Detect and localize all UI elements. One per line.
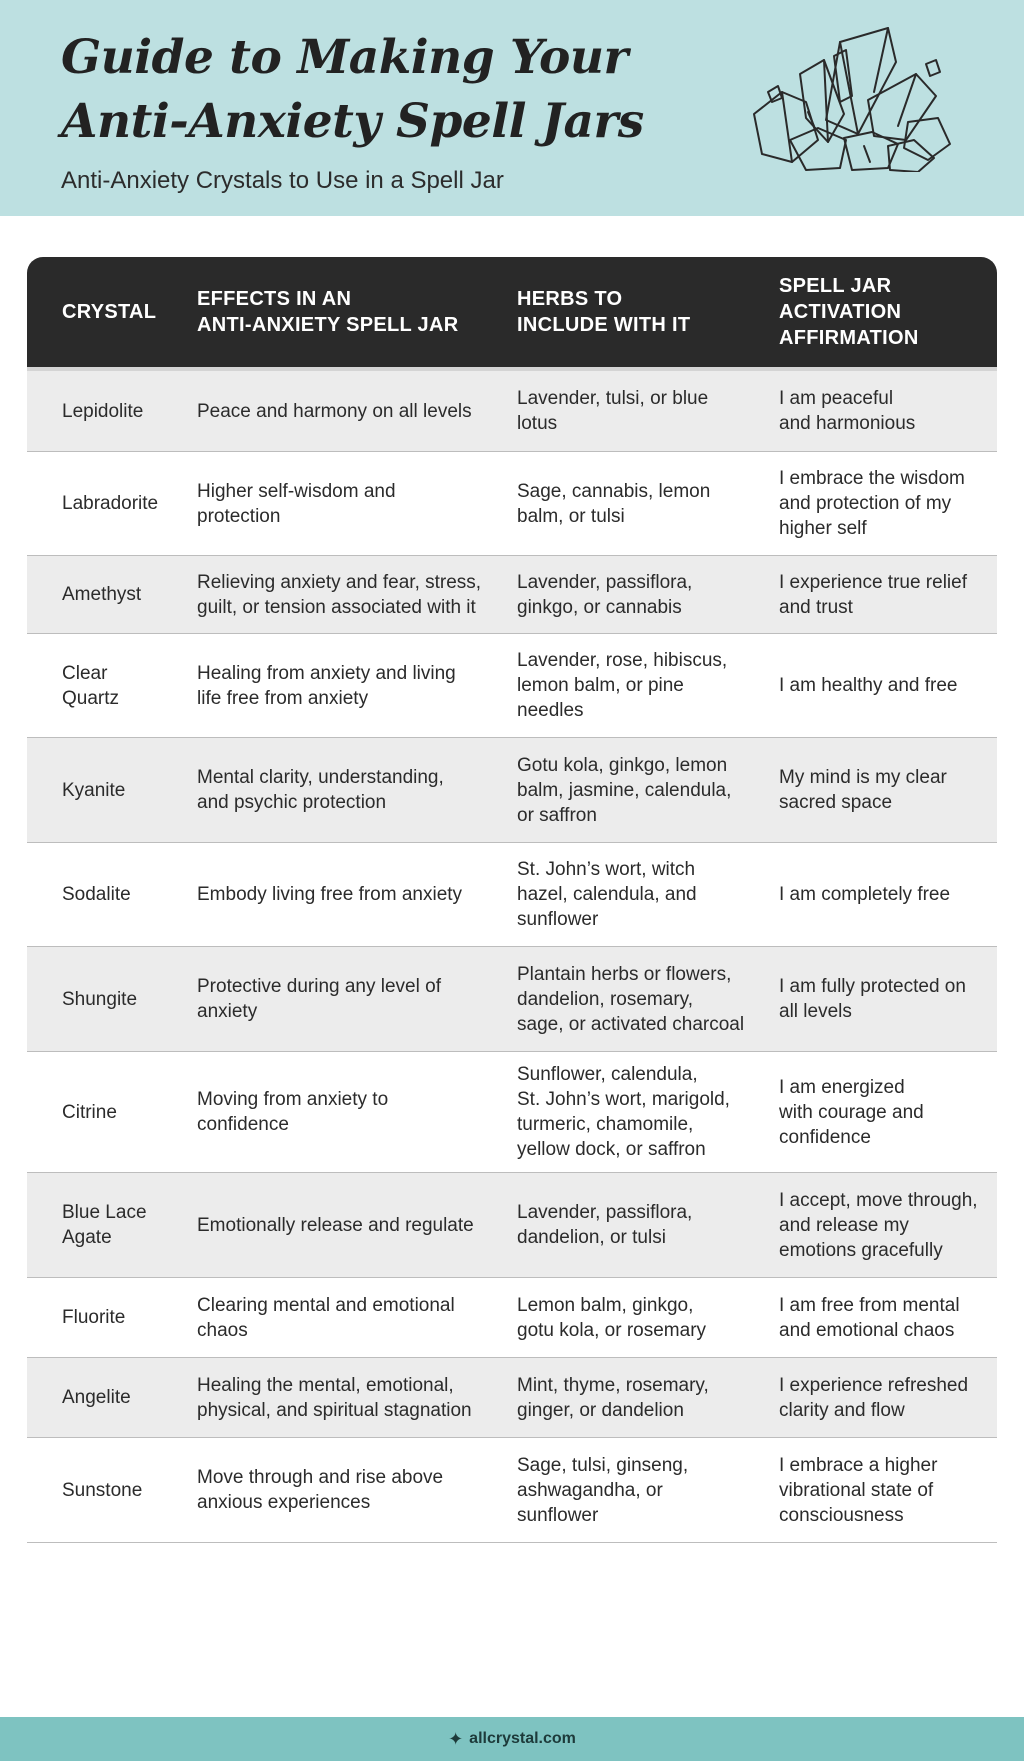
- crystal-affirmation: [779, 947, 994, 1051]
- page-title: [61, 26, 644, 154]
- crystal-effects: [197, 1278, 497, 1357]
- cell-line: and protection of my: [779, 493, 952, 514]
- crystal-affirmation: [779, 1278, 994, 1357]
- crystal-affirmation: [779, 1052, 994, 1172]
- cell-line: Move through and rise above: [197, 1467, 444, 1488]
- crystal-affirmation: [779, 738, 994, 842]
- header-effects: [197, 257, 458, 367]
- crystal-name: [62, 452, 182, 555]
- cell-line: Sage, tulsi, ginseng,: [517, 1454, 689, 1476]
- cell-line: Protective during any level of: [197, 976, 441, 997]
- cell-line: I accept, move through,: [779, 1189, 978, 1211]
- cell-line: balm, jasmine, calendula,: [517, 779, 732, 801]
- cell-line: gotu kola, or rosemary: [517, 1319, 707, 1341]
- crystal-name: [62, 1052, 182, 1172]
- cell-line: lemon balm, or pine: [517, 675, 684, 696]
- cell-line: I am fully protected on: [779, 976, 966, 997]
- crystal-name: [62, 371, 182, 451]
- crystal-effects: [197, 371, 497, 451]
- table-row: [27, 843, 997, 947]
- cell-line: balm, or tulsi: [517, 505, 625, 527]
- cell-line: sage, or activated charcoal: [517, 1013, 745, 1035]
- cell-line: Sodalite: [62, 884, 131, 905]
- cell-line: physical, and spiritual stagnation: [197, 1399, 472, 1421]
- table-row: [27, 452, 997, 556]
- cell-line: Healing from anxiety and living: [197, 662, 456, 684]
- header-line: CRYSTAL: [62, 301, 157, 323]
- crystal-affirmation: [779, 371, 994, 451]
- cell-line: all levels: [779, 1001, 852, 1022]
- cell-line: emotions gracefully: [779, 1239, 943, 1261]
- crystal-affirmation: [779, 1173, 994, 1277]
- crystal-name: [62, 556, 182, 633]
- cell-line: My mind is my clear: [779, 767, 947, 788]
- header-line: EFFECTS IN AN: [197, 288, 352, 310]
- cell-line: clarity and flow: [779, 1399, 905, 1421]
- cell-line: Shungite: [62, 988, 138, 1010]
- table-row: [27, 947, 997, 1052]
- cell-line: or saffron: [517, 804, 597, 826]
- cell-line: chaos: [197, 1319, 248, 1341]
- footer: [0, 1717, 1024, 1761]
- cell-line: Sage, cannabis, lemon: [517, 480, 711, 502]
- crystal-name: [62, 1278, 182, 1357]
- cell-line: sunflower: [517, 909, 599, 930]
- crystal-affirmation: [779, 556, 994, 633]
- cell-line: and harmonious: [779, 413, 916, 434]
- cell-line: Gotu kola, ginkgo, lemon: [517, 754, 728, 776]
- table-row: [27, 738, 997, 843]
- cell-line: St. John’s wort, witch: [517, 859, 696, 880]
- cell-line: Lemon balm, ginkgo,: [517, 1294, 694, 1316]
- crystal-herbs: [517, 634, 767, 737]
- table-body: [27, 371, 997, 1543]
- cell-line: yellow dock, or saffron: [517, 1139, 706, 1160]
- cell-line: consciousness: [779, 1504, 904, 1526]
- cell-line: Sunflower, calendula,: [517, 1064, 698, 1085]
- title-line-2: Anti-Anxiety Spell Jars: [61, 94, 644, 149]
- cell-line: guilt, or tension associated with it: [197, 596, 476, 618]
- header-line: SPELL JAR: [779, 275, 892, 297]
- cell-line: I experience true relief: [779, 571, 967, 593]
- crystal-herbs: [517, 1052, 767, 1172]
- crystal-herbs: [517, 843, 767, 946]
- cell-line: Fluorite: [62, 1307, 126, 1328]
- table-row: [27, 1438, 997, 1543]
- cell-line: I am energized: [779, 1076, 905, 1098]
- crystal-name: [62, 634, 182, 737]
- cell-line: Mint, thyme, rosemary,: [517, 1374, 709, 1396]
- cell-line: Labradorite: [62, 493, 159, 514]
- cell-line: ginkgo, or cannabis: [517, 596, 682, 618]
- crystal-effects: [197, 1438, 497, 1542]
- cell-line: with courage and: [779, 1101, 924, 1123]
- cell-line: Quartz: [62, 687, 120, 709]
- cell-line: Agate: [62, 1227, 112, 1248]
- cell-line: I am healthy and free: [779, 675, 958, 696]
- crystal-table: [27, 257, 997, 1543]
- cell-line: anxious experiences: [197, 1492, 371, 1513]
- cell-line: Embody living free from anxiety: [197, 884, 463, 905]
- cell-line: and release my: [779, 1214, 909, 1236]
- crystal-affirmation: [779, 452, 994, 555]
- cell-line: Mental clarity, understanding,: [197, 767, 444, 788]
- cell-line: Healing the mental, emotional,: [197, 1374, 454, 1396]
- table-row: [27, 1173, 997, 1278]
- crystal-affirmation: [779, 1358, 994, 1437]
- cell-line: anxiety: [197, 1001, 258, 1022]
- cell-line: life free from anxiety: [197, 687, 369, 709]
- header-line: ACTIVATION: [779, 301, 902, 323]
- cell-line: hazel, calendula, and: [517, 884, 697, 905]
- cell-line: Higher self-wisdom and: [197, 480, 396, 502]
- cell-line: Amethyst: [62, 584, 142, 605]
- cell-line: sunflower: [517, 1504, 599, 1526]
- crystal-name: [62, 1173, 182, 1277]
- crystal-herbs: [517, 1438, 767, 1542]
- cell-line: Plantain herbs or flowers,: [517, 963, 732, 985]
- page-subtitle: Anti-Anxiety Crystals to Use in a Spell Jar: [61, 167, 504, 194]
- cell-line: Clearing mental and emotional: [197, 1294, 455, 1316]
- table-header: [27, 257, 997, 371]
- cell-line: Kyanite: [62, 779, 126, 801]
- cell-line: Emotionally release and regulate: [197, 1214, 474, 1236]
- crystal-name: [62, 1358, 182, 1437]
- crystal-effects: [197, 1173, 497, 1277]
- cell-line: ginger, or dandelion: [517, 1399, 684, 1421]
- cell-line: confidence: [779, 1126, 871, 1148]
- table-row: [27, 556, 997, 634]
- cell-line: and trust: [779, 596, 853, 618]
- crystal-name: [62, 947, 182, 1051]
- cell-line: dandelion, rosemary,: [517, 988, 694, 1010]
- cell-line: I embrace a higher: [779, 1454, 938, 1476]
- cell-line: Lavender, passiflora,: [517, 571, 693, 593]
- cell-line: sacred space: [779, 792, 893, 813]
- cell-line: Blue Lace: [62, 1202, 147, 1223]
- table-row: [27, 371, 997, 452]
- cell-line: higher self: [779, 518, 867, 539]
- crystal-herbs: [517, 1278, 767, 1357]
- crystal-effects: [197, 556, 497, 633]
- cell-line: dandelion, or tulsi: [517, 1227, 666, 1248]
- crystal-name: [62, 738, 182, 842]
- cell-line: confidence: [197, 1114, 289, 1135]
- cell-line: Clear: [62, 662, 108, 684]
- sparkle-icon: ✦: [448, 1728, 464, 1749]
- cell-line: turmeric, chamomile,: [517, 1114, 694, 1135]
- cell-line: lotus: [517, 413, 558, 434]
- table-row: [27, 634, 997, 738]
- cell-line: I experience refreshed: [779, 1374, 969, 1396]
- crystal-effects: [197, 947, 497, 1051]
- crystal-herbs: [517, 947, 767, 1051]
- crystal-herbs: [517, 556, 767, 633]
- crystal-name: [62, 1438, 182, 1542]
- cell-line: Angelite: [62, 1387, 131, 1408]
- hero-banner: [0, 0, 1024, 216]
- crystal-effects: [197, 452, 497, 555]
- table-row: [27, 1052, 997, 1173]
- cell-line: Lavender, rose, hibiscus,: [517, 650, 728, 671]
- header-line: AFFIRMATION: [779, 327, 919, 349]
- cell-line: I am completely free: [779, 884, 951, 905]
- crystal-effects: [197, 1052, 497, 1172]
- crystal-herbs: [517, 371, 767, 451]
- crystal-cluster-icon: [748, 22, 958, 172]
- header-line: ANTI-ANXIETY SPELL JAR: [197, 314, 459, 336]
- cell-line: I am peaceful: [779, 388, 894, 409]
- table-row: [27, 1278, 997, 1358]
- cell-line: I embrace the wisdom: [779, 468, 965, 489]
- header-affirmation: [779, 257, 919, 367]
- header-crystal: [62, 257, 156, 367]
- cell-line: Lepidolite: [62, 400, 144, 422]
- cell-line: vibrational state of: [779, 1479, 934, 1501]
- cell-line: Moving from anxiety to: [197, 1089, 389, 1110]
- cell-line: Lavender, tulsi, or blue: [517, 388, 709, 409]
- cell-line: I am free from mental: [779, 1294, 960, 1316]
- crystal-affirmation: [779, 634, 994, 737]
- cell-line: Relieving anxiety and fear, stress,: [197, 571, 482, 593]
- site-link[interactable]: allcrystal.com: [469, 1730, 576, 1747]
- crystal-effects: [197, 1358, 497, 1437]
- crystal-affirmation: [779, 1438, 994, 1542]
- crystal-herbs: [517, 452, 767, 555]
- cell-line: Citrine: [62, 1101, 117, 1123]
- crystal-effects: [197, 738, 497, 842]
- crystal-affirmation: [779, 843, 994, 946]
- crystal-herbs: [517, 1358, 767, 1437]
- header-herbs: [517, 257, 690, 367]
- header-line: INCLUDE WITH IT: [517, 314, 691, 336]
- crystal-herbs: [517, 1173, 767, 1277]
- cell-line: Peace and harmony on all levels: [197, 400, 472, 422]
- cell-line: ashwagandha, or: [517, 1479, 663, 1501]
- cell-line: and emotional chaos: [779, 1319, 955, 1341]
- cell-line: St. John’s wort, marigold,: [517, 1089, 730, 1110]
- cell-line: and psychic protection: [197, 792, 387, 813]
- title-line-1: Guide to Making Your: [61, 30, 628, 85]
- cell-line: Sunstone: [62, 1479, 143, 1501]
- cell-line: protection: [197, 505, 281, 527]
- crystal-effects: [197, 843, 497, 946]
- crystal-effects: [197, 634, 497, 737]
- header-line: HERBS TO: [517, 288, 623, 310]
- crystal-name: [62, 843, 182, 946]
- crystal-herbs: [517, 738, 767, 842]
- table-row: [27, 1358, 997, 1438]
- cell-line: needles: [517, 700, 584, 721]
- cell-line: Lavender, passiflora,: [517, 1202, 693, 1223]
